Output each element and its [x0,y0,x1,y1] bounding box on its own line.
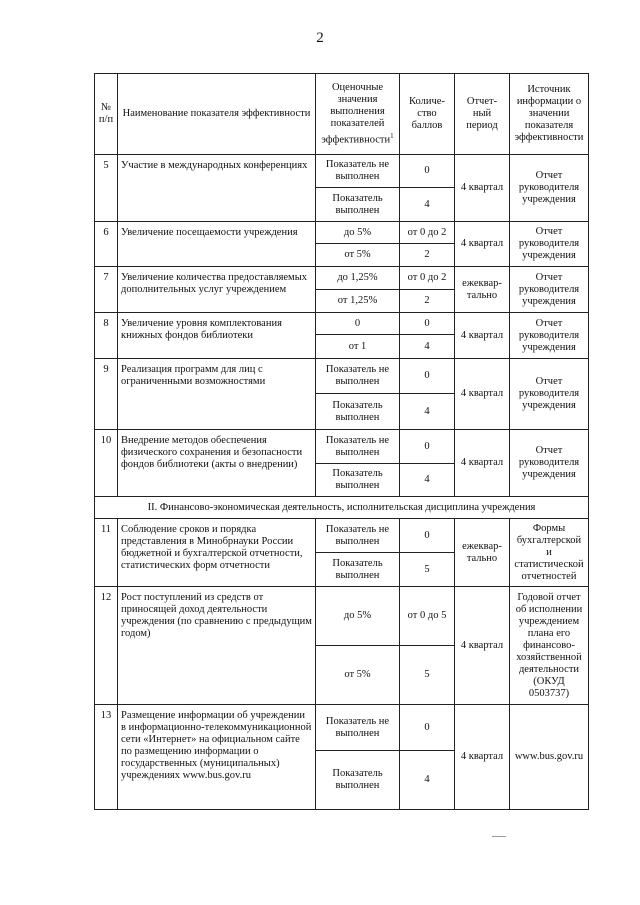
row-number: 12 [95,587,118,705]
report-period: 4 квартал [455,313,510,359]
row-number: 9 [95,359,118,430]
row-number: 7 [95,267,118,313]
report-period: 4 квартал [455,587,510,705]
row-number: 6 [95,222,118,267]
scan-mark [492,836,506,837]
header-score: Количе-ство баллов [400,74,455,155]
indicators-table [94,73,589,810]
score: 0 [400,430,455,464]
value-level: Показатель не выполнен [316,359,400,394]
score: 2 [400,244,455,267]
indicator-name: Внедрение методов обеспечения физического сохранения и безопасности фондов библиотеки (акты о внедрении) [118,430,316,497]
value-level: до 5% [316,587,400,646]
score: от 0 до 2 [400,267,455,290]
value-level: Показатель выполнен [316,751,400,810]
value-level: Показатель не выполнен [316,705,400,751]
table-header-row [95,74,589,155]
section-row [95,497,589,519]
value-level: Показатель не выполнен [316,430,400,464]
info-source: Годовой отчет об исполнении учреждением плана его финансово-хозяйственной деятельности (ОКУД 0503737) [510,587,589,705]
value-level: от 1,25% [316,290,400,313]
row-number: 8 [95,313,118,359]
table-row [95,430,589,464]
report-period: 4 квартал [455,155,510,222]
header-values: Оценочные значения выполнения показателей эффективности$^1$ [316,74,400,155]
header-period: Отчет-ный период [455,74,510,155]
info-source: Отчет руководителя учреждения [510,267,589,313]
report-period: ежеквар-тально [455,267,510,313]
score: 5 [400,646,455,705]
report-period: 4 квартал [455,705,510,810]
info-source: Формы бухгалтерской и статистической отчетностей [510,519,589,587]
table-row [95,222,589,244]
value-level: от 1 [316,335,400,359]
indicator-name: Соблюдение сроков и порядка представления в Минобрнауки России бюджетной и бухгалтерской отчетности, статистических форм отчетности [118,519,316,587]
row-number: 11 [95,519,118,587]
score: 0 [400,519,455,553]
table-row [95,587,589,646]
header-num: № п/п [95,74,118,155]
table-row [95,313,589,335]
score: 0 [400,155,455,188]
table-row [95,705,589,751]
info-source: Отчет руководителя учреждения [510,359,589,430]
report-period: 4 квартал [455,430,510,497]
info-source: Отчет руководителя учреждения [510,155,589,222]
page-number: 2 [316,30,324,46]
score: 0 [400,705,455,751]
report-period: 4 квартал [455,222,510,267]
indicator-name: Увеличение количества предоставляемых дополнительных услуг учреждением [118,267,316,313]
value-level: от 5% [316,646,400,705]
score: 4 [400,394,455,430]
info-source: Отчет руководителя учреждения [510,222,589,267]
table-row [95,519,589,553]
section-title: II. Финансово-экономическая деятельность, исполнительская дисциплина учреждения [95,497,589,519]
indicator-name: Участие в международных конференциях [118,155,316,222]
score: 2 [400,290,455,313]
indicator-name: Увеличение посещаемости учреждения [118,222,316,267]
score: 0 [400,313,455,335]
table-row [95,267,589,290]
value-level: Показатель выполнен [316,553,400,587]
value-level: Показатель выполнен [316,464,400,497]
score: 5 [400,553,455,587]
score: 0 [400,359,455,394]
value-level: Показатель не выполнен [316,519,400,553]
indicator-name: Реализация программ для лиц с ограниченными возможностями [118,359,316,430]
value-level: Показатель не выполнен [316,155,400,188]
indicator-name: Размещение информации об учреждении в информационно-телекоммуникационной сети «Интернет» на официальном сайте по размещению информации о государственных (муниципальных) учреждениях www.bus.gov.ru [118,705,316,810]
header-source: Источник информации о значении показателя эффективности [510,74,589,155]
value-level: от 5% [316,244,400,267]
row-number: 13 [95,705,118,810]
row-number: 10 [95,430,118,497]
row-number: 5 [95,155,118,222]
value-level: до 1,25% [316,267,400,290]
score: 4 [400,188,455,222]
value-level: Показатель выполнен [316,188,400,222]
info-source: Отчет руководителя учреждения [510,430,589,497]
report-period: 4 квартал [455,359,510,430]
score: от 0 до 5 [400,587,455,646]
info-source: www.bus.gov.ru [510,705,589,810]
value-level: Показатель выполнен [316,394,400,430]
score: 4 [400,335,455,359]
score: 4 [400,751,455,810]
report-period: ежеквар-тально [455,519,510,587]
info-source: Отчет руководителя учреждения [510,313,589,359]
table-row [95,155,589,188]
header-name: Наименование показателя эффективности [118,74,316,155]
table-row [95,359,589,394]
score: от 0 до 2 [400,222,455,244]
indicator-name: Увеличение уровня комплектования книжных фондов библиотеки [118,313,316,359]
value-level: до 5% [316,222,400,244]
score: 4 [400,464,455,497]
indicator-name: Рост поступлений из средств от приносящей доход деятельности учреждения (по сравнению с предыдущим годом) [118,587,316,705]
value-level: 0 [316,313,400,335]
